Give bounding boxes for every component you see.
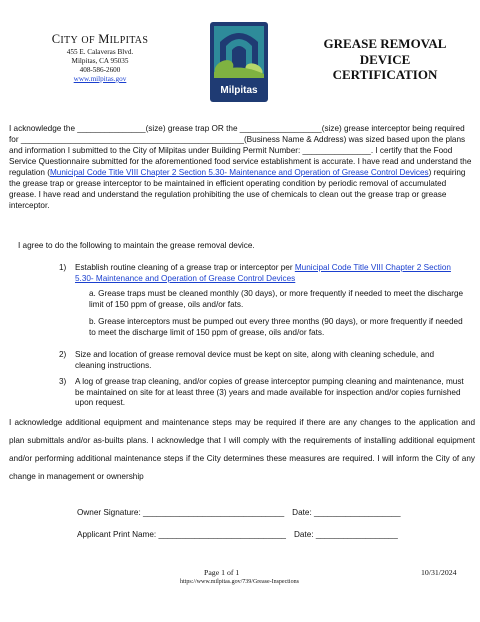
item-number-2: 2) xyxy=(59,350,67,359)
address-line-1: 455 E. Calaveras Blvd. xyxy=(66,48,134,56)
footer-url[interactable]: https://www.milpitas.gov/739/Grease-Inspections xyxy=(180,579,299,585)
list-item: Size and location of grease removal device must be kept on site, along with cleaning schedule, and cleaning instructions. xyxy=(75,350,435,370)
list-item: A log of grease trap cleaning, and/or copies of grease interceptor pumping cleaning and maintenance, must be maintained on site for at least three (3) years and made available for inspection and/or copies furnished upon request. xyxy=(75,377,464,407)
owner-signature-line[interactable]: Owner Signature: _______________________________ Date: ___________________ xyxy=(77,508,401,517)
phone-number: 408-586-2600 xyxy=(79,66,121,74)
applicant-print-name-line[interactable]: Applicant Print Name: ____________________________ Date: __________________ xyxy=(77,530,398,539)
municipal-code-link[interactable]: Municipal Code Title VIII Chapter 2 Section 5.30- Maintenance and Operation of Grease Control Devices xyxy=(49,168,429,177)
municipal-code-link[interactable]: Municipal Code Title VIII Chapter 2 Section 5.30- Maintenance and Operation of Grease Control Devices xyxy=(75,263,451,283)
address-line-2: Milpitas, CA 95035 xyxy=(71,57,129,65)
owner-date-field[interactable]: Date: ___________________ xyxy=(292,508,401,517)
list-subitem: b. Grease interceptors must be pumped out every three months (90 days), or more frequently if needed to meet the discharge limit of 150 ppm of grease, oils and/or fats. xyxy=(89,317,463,337)
document-title: GREASE REMOVAL DEVICE CERTIFICATION xyxy=(323,36,447,82)
revision-date: 10/31/2024 xyxy=(421,568,457,577)
additional-equipment-paragraph: I acknowledge additional equipment and maintenance steps may be required if there are any changes to the application and plan submittals and/or as-builts plans. I acknowledge that I will comply with the requirements of installing additional equipment and/or performing additional maintenance steps if the City determines these measures are required. I will inform the City of any change in management or ownership xyxy=(9,418,475,481)
list-item: Establish routine cleaning of a grease trap or interceptor per Municipal Code Title VIII Chapter 2 Section 5.30- Maintenance and Operation of Grease Control Devices xyxy=(75,263,451,283)
logo-text: Milpitas xyxy=(220,85,258,96)
item-number-3: 3) xyxy=(59,377,67,386)
city-address-block xyxy=(40,32,160,84)
website-link[interactable]: www.milpitas.gov xyxy=(73,75,127,83)
milpitas-logo xyxy=(210,22,268,102)
list-subitem: a. Grease traps must be cleaned monthly (30 days), or more frequently if needed to meet the discharge limit of 150 ppm of grease, oils and/or fats. xyxy=(89,289,464,309)
acknowledgement-paragraph: I acknowledge the _______________(size) grease trap OR the __________________(size) grease interceptor being required for _________________________________________________(Business Name & Address) was sized based upon the plans and information I submitted to the City of Milpitas under Building Permit Number: _______________. I certify that the Food Service Questionnaire submitted for the aforementioned food service establishment is accurate. I have read and understand the regulation (Municipal Code Title VIII Chapter 2 Section 5.30- Maintenance and Operation of Grease Control Devices) requiring the grease trap or grease interceptor to be maintained in efficient operating condition by periodic removal of accumulated grease. I have read and understand the regulation prohibiting the use of chemicals to clean out the grease trap or grease interceptor. xyxy=(9,124,472,210)
item-number: 1) xyxy=(59,263,67,272)
page-number: Page 1 of 1 xyxy=(204,568,240,577)
agree-statement: I agree to do the following to maintain the grease removal device. xyxy=(18,241,255,250)
city-name: CITY OF MILPITAS xyxy=(51,32,149,46)
applicant-date-field[interactable]: Date: __________________ xyxy=(293,530,398,539)
